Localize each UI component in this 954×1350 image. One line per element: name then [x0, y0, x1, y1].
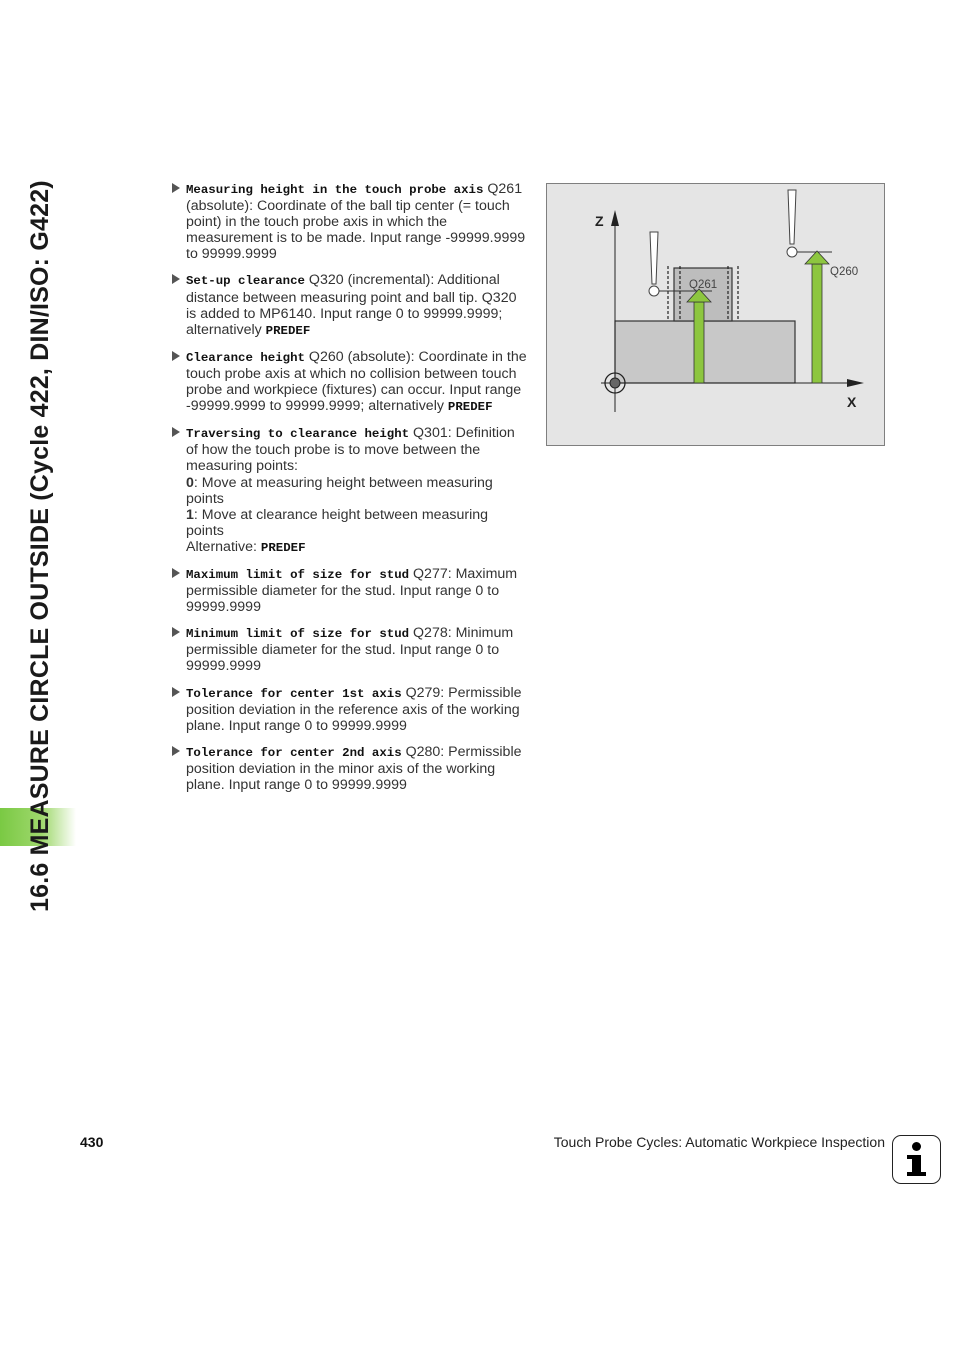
param-q279: [172, 685, 527, 734]
predef-code: PREDEF: [447, 400, 493, 415]
z-axis-arrowhead: [611, 210, 619, 226]
param-code: Clearance height: [186, 350, 305, 365]
q260-arrowhead: [805, 251, 829, 264]
probe-tip-right: [787, 247, 797, 257]
footer-chapter-title: Touch Probe Cycles: Automatic Workpiece Inspection: [553, 1134, 885, 1150]
probe-tip-left: [649, 286, 659, 296]
param-code: Measuring height in the touch probe axis: [186, 183, 484, 197]
section-title: 16.6 MEASURE CIRCLE OUTSIDE (Cycle 422, DIN/ISO: G422): [26, 180, 54, 912]
bullet-arrow-icon: [172, 427, 180, 437]
bullet-arrow-icon: [172, 687, 180, 697]
param-desc: Q261 (absolute): Coordinate of the ball tip center (= touch point) in the touch probe axis in which the measurement is to be made. Input range -99999.9999 to 99999.9999: [186, 181, 526, 263]
param-desc: Q301: Definition of how the touch probe is to move between the measuring points:: [186, 425, 515, 475]
workpiece-base: [615, 321, 795, 383]
bullet-arrow-icon: [172, 568, 180, 578]
z-axis-label: Z: [595, 213, 604, 229]
bullet-arrow-icon: [172, 274, 180, 284]
param-code: Traversing to clearance height: [186, 427, 410, 442]
param-q280: [172, 744, 527, 793]
probe-stylus-right: [788, 190, 796, 244]
param-q260: [172, 349, 527, 415]
probe-stylus-left: [650, 232, 658, 284]
predef-code: PREDEF: [265, 323, 311, 338]
origin-center: [610, 378, 620, 388]
param-q277: [172, 566, 527, 615]
page-number: 430: [80, 1134, 104, 1150]
q260-arrow-shaft: [812, 264, 822, 383]
param-code: Set-up clearance: [186, 274, 305, 289]
info-icon-dot: [912, 1142, 921, 1151]
bullet-arrow-icon: [172, 183, 180, 193]
alternative-label: Alternative:: [186, 538, 261, 555]
q261-label: Q261: [689, 279, 718, 291]
param-code: Minimum limit of size for stud: [186, 627, 410, 642]
info-icon: [892, 1135, 941, 1184]
option-text-1: : Move at clearance height between measuring points: [186, 506, 489, 539]
param-code: Tolerance for center 2nd axis: [186, 745, 402, 760]
x-axis-arrowhead: [847, 379, 864, 387]
q261-arrow-shaft: [694, 302, 704, 383]
param-desc: Q280: Permissible position deviation in the minor axis of the working plane. Input range 0 to 99999.9999: [186, 743, 522, 793]
cycle-diagram: [546, 183, 885, 446]
option-text-0: : Move at measuring height between measuring points: [186, 474, 493, 507]
param-q278: [172, 625, 527, 674]
param-q301: [172, 425, 527, 556]
param-desc: Q277: Maximum permissible diameter for the stud. Input range 0 to 99999.9999: [186, 565, 518, 616]
bullet-arrow-icon: [172, 746, 180, 756]
info-icon-serif-bottom: [907, 1172, 926, 1176]
param-q320: [172, 272, 527, 338]
bullet-arrow-icon: [172, 351, 180, 361]
param-desc: Q279: Permissible position deviation in the reference axis of the working plane. Input range 0 to 99999.9999: [186, 684, 522, 734]
param-q261: [172, 181, 527, 262]
param-code: Maximum limit of size for stud: [186, 567, 410, 582]
param-desc: Q260 (absolute): Coordinate in the touch probe axis at which no collision between touch probe and workpiece (fixtures) can occur. Input range -99999.9999 to 99999.9999; alternatively: [186, 348, 527, 415]
q260-label: Q260: [830, 266, 859, 278]
option-key-1: 1: [186, 506, 194, 523]
param-code: Tolerance for center 1st axis: [186, 686, 402, 701]
option-key-0: 0: [186, 474, 194, 491]
parameter-list: [172, 181, 527, 803]
diagram-svg: [547, 184, 886, 447]
predef-code: PREDEF: [260, 540, 306, 555]
x-axis-label: X: [847, 394, 857, 410]
param-desc: Q320 (incremental): Additional distance between measuring point and ball tip. Q320 is added to MP6140. Input range 0 to 99999.9999; alternatively: [186, 272, 517, 338]
bullet-arrow-icon: [172, 627, 180, 637]
param-desc: Q278: Minimum permissible diameter for the stud. Input range 0 to 99999.9999: [186, 625, 514, 675]
